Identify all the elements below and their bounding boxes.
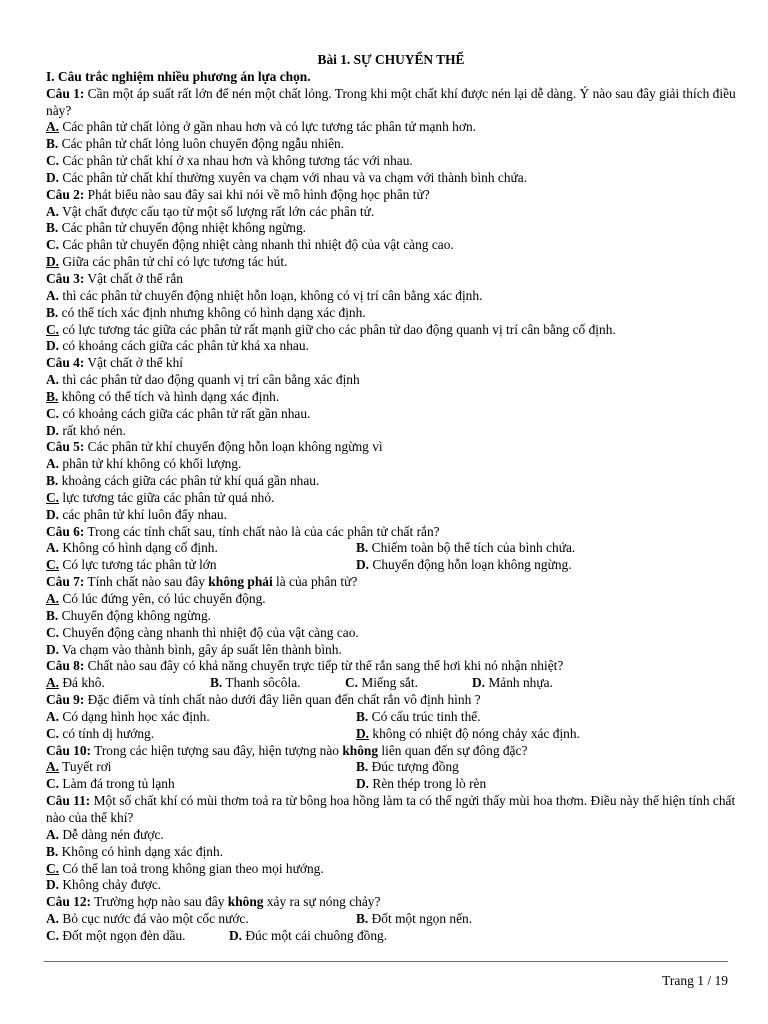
option-d: D. Mảnh nhựa. [472,675,553,691]
question-3: Câu 3: Vật chất ở thể rắn [46,270,183,286]
option-c: C. lực tương tác giữa các phân tử quá nhỏ. [46,489,275,505]
option-a: A. thì các phân tử dao động quanh vị trí cân bằng xác định [46,372,360,388]
option-c: C. Các phân tử chất khí ở xa nhau hơn và không tương tác với nhau. [46,153,413,169]
option-c: C. Đốt một ngọn đèn dầu. [46,927,186,943]
option-a: A. Đá khô. [46,675,105,691]
option-c: C. có lực tương tác giữa các phân tử rất mạnh giữ cho các phân tử dao động quanh vị trí cân bằng cố định. [46,321,616,337]
option-d: D. Không chảy được. [46,877,162,893]
option-c: C. có khoảng cách giữa các phân tử rất gần nhau. [46,405,311,421]
option-b: B. Có cấu trúc tinh thể. [356,708,481,724]
options-row [46,709,736,726]
page-number: Trang 1 / 19 [662,973,728,988]
question-8: Câu 8: Chất nào sau đây có khả năng chuyển trực tiếp từ thể rắn sang thể hơi khi nó nhận nhiệt? [46,658,564,674]
option-d: D. không có nhiệt độ nóng chảy xác định. [356,725,580,741]
question-11: Câu 11: Một số chất khí có mùi thơm toả ra từ bông hoa hồng làm ta có thể ngửi thấy mùi hoa thơm. Điều này thể hiện tính chất nào của thể khí? [46,793,736,825]
option-a: A. Dễ dàng nén được. [46,826,164,842]
option-a: A. Các phân tử chất lỏng ở gần nhau hơn và có lực tương tác phân tử mạnh hơn. [46,119,476,135]
options-row [46,928,736,945]
option-a: A. Vật chất được cấu tạo từ một số lượng rất lớn các phân tử. [46,203,375,219]
option-b: B. Đốt một ngọn nến. [356,911,473,927]
option-b: B. Các phân tử chuyển động nhiệt không ngừng. [46,220,306,236]
question-1 [46,86,736,120]
question-6: Câu 6: Trong các tính chất sau, tính chất nào là của các phân tử chất rắn? [46,523,440,539]
question-2: Câu 2: Phát biểu nào sau đây sai khi nói về mô hình động học phân tử? [46,186,430,202]
option-a: A. thì các phân tử chuyển động nhiệt hỗn loạn, không có vị trí cân bằng xác định. [46,287,483,303]
options-row [46,557,736,574]
option-c: C. Làm đá trong tủ lạnh [46,776,175,792]
option-b: B. Thanh sôcôla. [210,675,301,691]
option-c: C. Miếng sắt. [345,675,418,691]
option-a: A. Bỏ cục nước đá vào một cốc nước. [46,911,249,927]
section-heading: I. Câu trắc nghiệm nhiều phương án lựa chọn. [46,68,311,84]
option-b: B. Không có hình dạng xác định. [46,843,224,859]
option-c: C. Có lực tương tác phân tử lớn [46,557,217,573]
question-number: Câu 1: [46,85,85,101]
option-d: D. Giữa các phân tử chỉ có lực tương tác hút. [46,254,288,270]
option-b: B. Các phân tử chất lỏng luôn chuyển động ngẫu nhiên. [46,136,345,152]
option-a: A. Có dạng hình học xác định. [46,708,210,724]
options-row [46,726,736,743]
options-row [46,911,736,928]
option-d: D. Chuyển động hỗn loạn không ngừng. [356,557,572,573]
option-b: B. Đúc tượng đồng [356,759,459,775]
option-c: C. có tính dị hướng. [46,725,155,741]
question-9: Câu 9: Đặc điểm và tính chất nào dưới đây liên quan đến chất rắn vô định hình ? [46,692,481,708]
footer-divider [44,961,728,962]
page-title: Bài 1. SỰ CHUYỂN THỂ [317,52,465,67]
option-d: D. các phân tử khí luôn đẩy nhau. [46,506,227,522]
option-c: C. Chuyển động càng nhanh thì nhiệt độ của vật càng cao. [46,624,359,640]
document-page [46,52,736,945]
question-text: Cần một áp suất rất lớn để nén một chất lỏng. Trong khi một chất khí được nén lại dễ dàng. Ý nào sau đây giải thích điều này? [46,85,736,118]
question-12: Câu 12: Trường hợp nào sau đây không xảy ra sự nóng chảy? [46,894,381,910]
option-b: B. có thể tích xác định nhưng không có hình dạng xác định. [46,304,366,320]
options-row [46,776,736,793]
question-4: Câu 4: Vật chất ở thể khí [46,355,184,371]
option-a: A. Tuyết rơi [46,759,112,775]
option-c: C. Các phân tử chuyển động nhiệt càng nhanh thì nhiệt độ của vật càng cao. [46,237,454,253]
options-row [46,675,736,692]
question-10: Câu 10: Trong các hiện tượng sau đây, hiện tượng nào không liên quan đến sự đông đặc? [46,742,528,758]
option-d: D. Rèn thép trong lò rèn [356,776,487,792]
option-c: C. Có thể lan toả trong không gian theo mọi hướng. [46,860,324,876]
option-d: D. Đúc một cái chuông đồng. [229,927,388,943]
option-b: B. khoảng cách giữa các phân tử khí quá gần nhau. [46,473,320,489]
option-d: D. Va chạm vào thành bình, gây áp suất lên thành bình. [46,641,342,657]
option-a: A. Có lúc đứng yên, có lúc chuyển động. [46,591,266,606]
option-d: D. có khoảng cách giữa các phân tử khá xa nhau. [46,338,309,354]
option-d: D. Các phân tử chất khí thường xuyên va chạm với nhau và va chạm với thành bình chứa. [46,169,528,185]
option-d: D. rất khó nén. [46,422,126,438]
question-5: Câu 5: Các phân tử khí chuyển động hỗn loạn không ngừng vì [46,439,383,455]
option-b: B. không có thể tích và hình dạng xác định. [46,388,280,404]
question-7: Câu 7: Tính chất nào sau đây không phải là của phân tử? [46,574,358,590]
options-row [46,759,736,776]
option-b: B. Chiếm toàn bộ thể tích của bình chứa. [356,540,576,556]
option-a: A. Không có hình dạng cố định. [46,540,218,556]
option-b: B. Chuyển động không ngừng. [46,607,211,623]
options-row [46,540,736,557]
option-a: A. phân tử khí không có khối lượng. [46,456,242,472]
